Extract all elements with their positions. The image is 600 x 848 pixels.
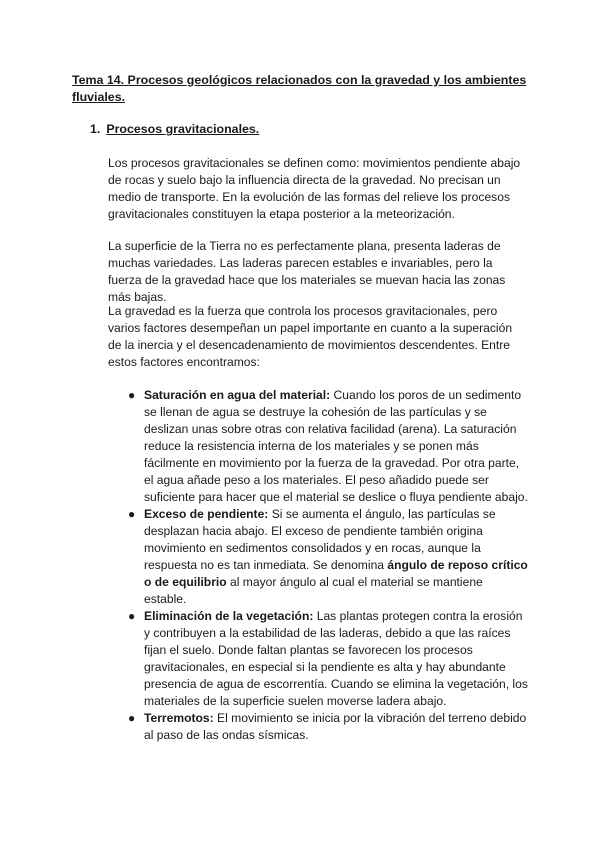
section-number: 1. [90,122,101,136]
list-item-saturacion [108,387,528,506]
section-heading [90,121,259,138]
section-heading-text: Procesos gravitacionales. [106,122,260,136]
document-title: Tema 14. Procesos geológicos relacionados con la gravedad y los ambientes fluviales. [72,73,527,104]
paragraph-definition: Los procesos gravitacionales se definen como: movimientos pendiente abajo de rocas y suelo bajo la influencia directa de la gravedad. No precisan un medio de transporte. En la evolución de las formas del relieve los procesos gravitacionales constituyen la etapa posterior a la meteorización. [108,156,521,221]
factor-inline-term: ángulo de reposo crítico o de equilibrio [144,558,528,589]
factor-text: El movimiento se inicia por la vibración del terreno debido al paso de las ondas sísmicas. [144,711,527,742]
paragraph-factors-intro: La gravedad es la fuerza que controla los procesos gravitacionales, pero varios factores desempeñan un papel importante en cuanto a la superación de la inercia y el desencadenamiento de movimientos descendentes. Entre estos factores encontramos: [108,304,513,369]
list-item-terremotos [108,710,528,744]
factor-text-after: al mayor ángulo al cual el material se mantiene estable. [144,575,483,606]
factor-term: Saturación en agua del material: [144,388,331,402]
list-item-pendiente [108,506,528,608]
factor-term: Exceso de pendiente: [144,507,269,521]
factor-text: Cuando los poros de un sedimento se llenan de agua se destruye la cohesión de las partículas y se deslizan unas sobre otras con relativa facilidad (arena). La saturación reduce la resistencia interna de los materiales y se ponen más fácilmente en movimiento por la fuerza de la gravedad. Por otra parte, el agua añade peso a los materiales. El peso añadido puede ser suficiente para hacer que el material se deslice o fluya pendiente abajo. [144,388,528,504]
bullet-icon: ● [128,711,136,725]
factor-term: Terremotos: [144,711,214,725]
factor-text: Las plantas protegen contra la erosión y contribuyen a la estabilidad de las laderas, debido a que las raíces fijan el suelo. Donde faltan plantas se favorecen los procesos gravitacionales, en especial si la pendiente es alta y hay abundante presencia de agua de escorrentía. Cuando se elimina la vegetación, los materiales de la superficie suelen moverse ladera abajo. [144,609,528,708]
bullet-icon: ● [128,609,136,623]
bullet-icon: ● [128,507,136,521]
factor-term: Eliminación de la vegetación: [144,609,314,623]
bullet-icon: ● [128,388,136,402]
list-item-vegetacion [108,608,528,710]
paragraph-surface: La superficie de la Tierra no es perfectamente plana, presenta laderas de muchas variedades. Las laderas parecen estables e invariables, pero la fuerza de la gravedad hace que los materiales se muevan hacia las zonas más bajas. [108,239,506,304]
factors-list [108,387,528,744]
factor-text: Si se aumenta el ángulo, las partículas se desplazan hacia abajo. El exceso de pendiente también origina movimiento en sedimentos consolidados y en rocas, aunque la respuesta no es tan inmediata. Se denomina [144,507,496,572]
